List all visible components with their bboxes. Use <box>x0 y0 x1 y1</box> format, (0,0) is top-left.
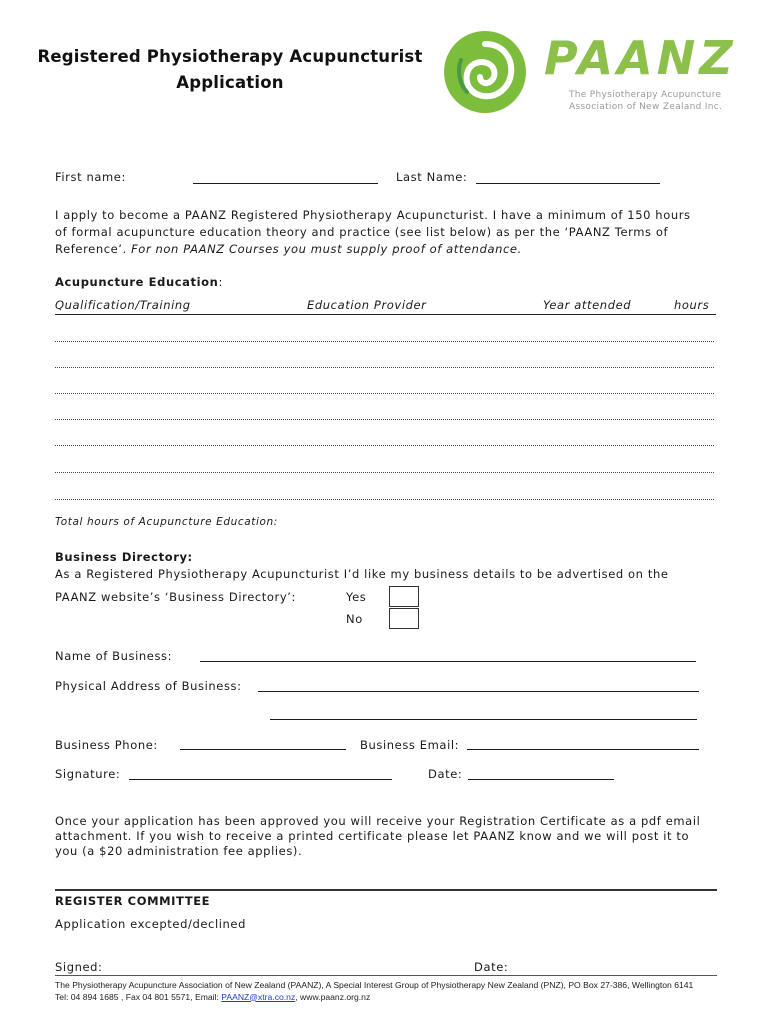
no-checkbox[interactable] <box>389 608 419 629</box>
approval-line3: you (a $20 administration fee applies). <box>55 844 303 858</box>
approval-line1: Once your application has been approved you will receive your Registration Certificate as a pdf email <box>55 814 701 828</box>
footer <box>55 980 745 1003</box>
business-email-field[interactable] <box>467 738 699 750</box>
business-directory-line2: PAANZ website’s ‘Business Directory’: <box>55 590 296 604</box>
form-title-line2: Application <box>176 73 284 92</box>
education-heading-text: Acupuncture Education <box>55 275 219 289</box>
footer-email-link[interactable]: PAANZ@xtra.co.nz <box>221 991 296 1002</box>
total-hours-label: Total hours of Acupuncture Education: <box>55 516 278 528</box>
footer-divider <box>55 975 717 976</box>
education-row-1[interactable] <box>55 341 714 342</box>
col-hours: hours <box>674 298 710 312</box>
education-row-7[interactable] <box>55 499 714 500</box>
committee-heading: REGISTER COMMITTEE <box>55 894 211 908</box>
business-name-label: Name of Business: <box>55 649 173 663</box>
business-address-label: Physical Address of Business: <box>55 679 242 693</box>
col-qualification: Qualification/Training <box>55 298 191 312</box>
intro-line3 <box>55 241 691 258</box>
committee-divider <box>55 889 717 891</box>
education-row-2[interactable] <box>55 367 714 368</box>
koru-logo-icon <box>443 30 527 114</box>
business-email-label: Business Email: <box>360 738 460 752</box>
education-heading-colon: : <box>218 275 223 289</box>
date-field[interactable] <box>468 768 614 780</box>
footer-contact: Tel: 04 894 1685 , Fax 04 801 5571, Email: <box>55 991 219 1002</box>
education-heading <box>55 275 223 289</box>
col-provider: Education Provider <box>307 298 427 312</box>
approval-line2: attachment. If you wish to receive a printed certificate please let PAANZ know and we will post it to <box>55 829 690 843</box>
business-phone-label: Business Phone: <box>55 738 158 752</box>
intro-line2: of formal acupuncture education theory and practice (see list below) as per the ‘PAANZ Terms of <box>55 225 669 239</box>
education-row-5[interactable] <box>55 445 714 446</box>
yes-checkbox[interactable] <box>389 586 419 607</box>
business-phone-field[interactable] <box>180 738 346 750</box>
signature-label: Signature: <box>55 767 121 781</box>
signature-field[interactable] <box>129 768 392 780</box>
intro-line3-italic: For non PAANZ Courses you must supply proof of attendance. <box>131 242 522 256</box>
education-row-3[interactable] <box>55 393 714 394</box>
business-directory-line1: As a Registered Physiotherapy Acupuncturist I’d like my business details to be advertised on the <box>55 567 669 581</box>
form-title-line1: Registered Physiotherapy Acupuncturist <box>37 47 423 66</box>
table-header-rule <box>55 314 716 315</box>
last-name-field[interactable] <box>476 172 660 184</box>
last-name-label: Last Name: <box>396 170 468 184</box>
intro-line1: I apply to become a PAANZ Registered Physiotherapy Acupuncturist. I have a minimum of 150 hours <box>55 208 691 222</box>
business-directory-heading: Business Directory: <box>55 550 193 564</box>
form-title <box>30 44 430 96</box>
date-label: Date: <box>428 767 463 781</box>
logo-subtitle-line1: The Physiotherapy Acupuncture <box>569 90 722 100</box>
education-row-6[interactable] <box>55 472 714 473</box>
paanz-logo <box>443 30 743 120</box>
business-address-field-1[interactable] <box>258 680 699 692</box>
business-name-field[interactable] <box>200 650 696 662</box>
footer-line1: The Physiotherapy Acupuncture Association of New Zealand (PAANZ), A Special Interest Group of Physiotherapy New Zealand (PNZ), PO Box 27-386, Wellington 6141 <box>55 980 694 990</box>
col-year: Year attended <box>543 298 632 312</box>
business-address-field-2[interactable] <box>270 708 697 720</box>
logo-wordmark: PAANZ <box>544 31 737 85</box>
first-name-field[interactable] <box>193 172 378 184</box>
logo-subtitle-line2: Association of New Zealand Inc. <box>569 102 723 112</box>
committee-signed-label: Signed: <box>55 960 103 974</box>
committee-status: Application excepted/declined <box>55 917 246 931</box>
yes-label: Yes <box>346 590 367 604</box>
committee-date-label: Date: <box>474 960 509 974</box>
no-label: No <box>346 612 363 626</box>
footer-website: , www.paanz.org.nz <box>295 991 371 1002</box>
intro-line3-plain: Reference’. <box>55 242 127 256</box>
first-name-label: First name: <box>55 170 126 184</box>
approval-paragraph <box>55 814 700 859</box>
footer-line2 <box>55 992 745 1004</box>
education-row-4[interactable] <box>55 419 714 420</box>
intro-paragraph <box>55 207 691 258</box>
